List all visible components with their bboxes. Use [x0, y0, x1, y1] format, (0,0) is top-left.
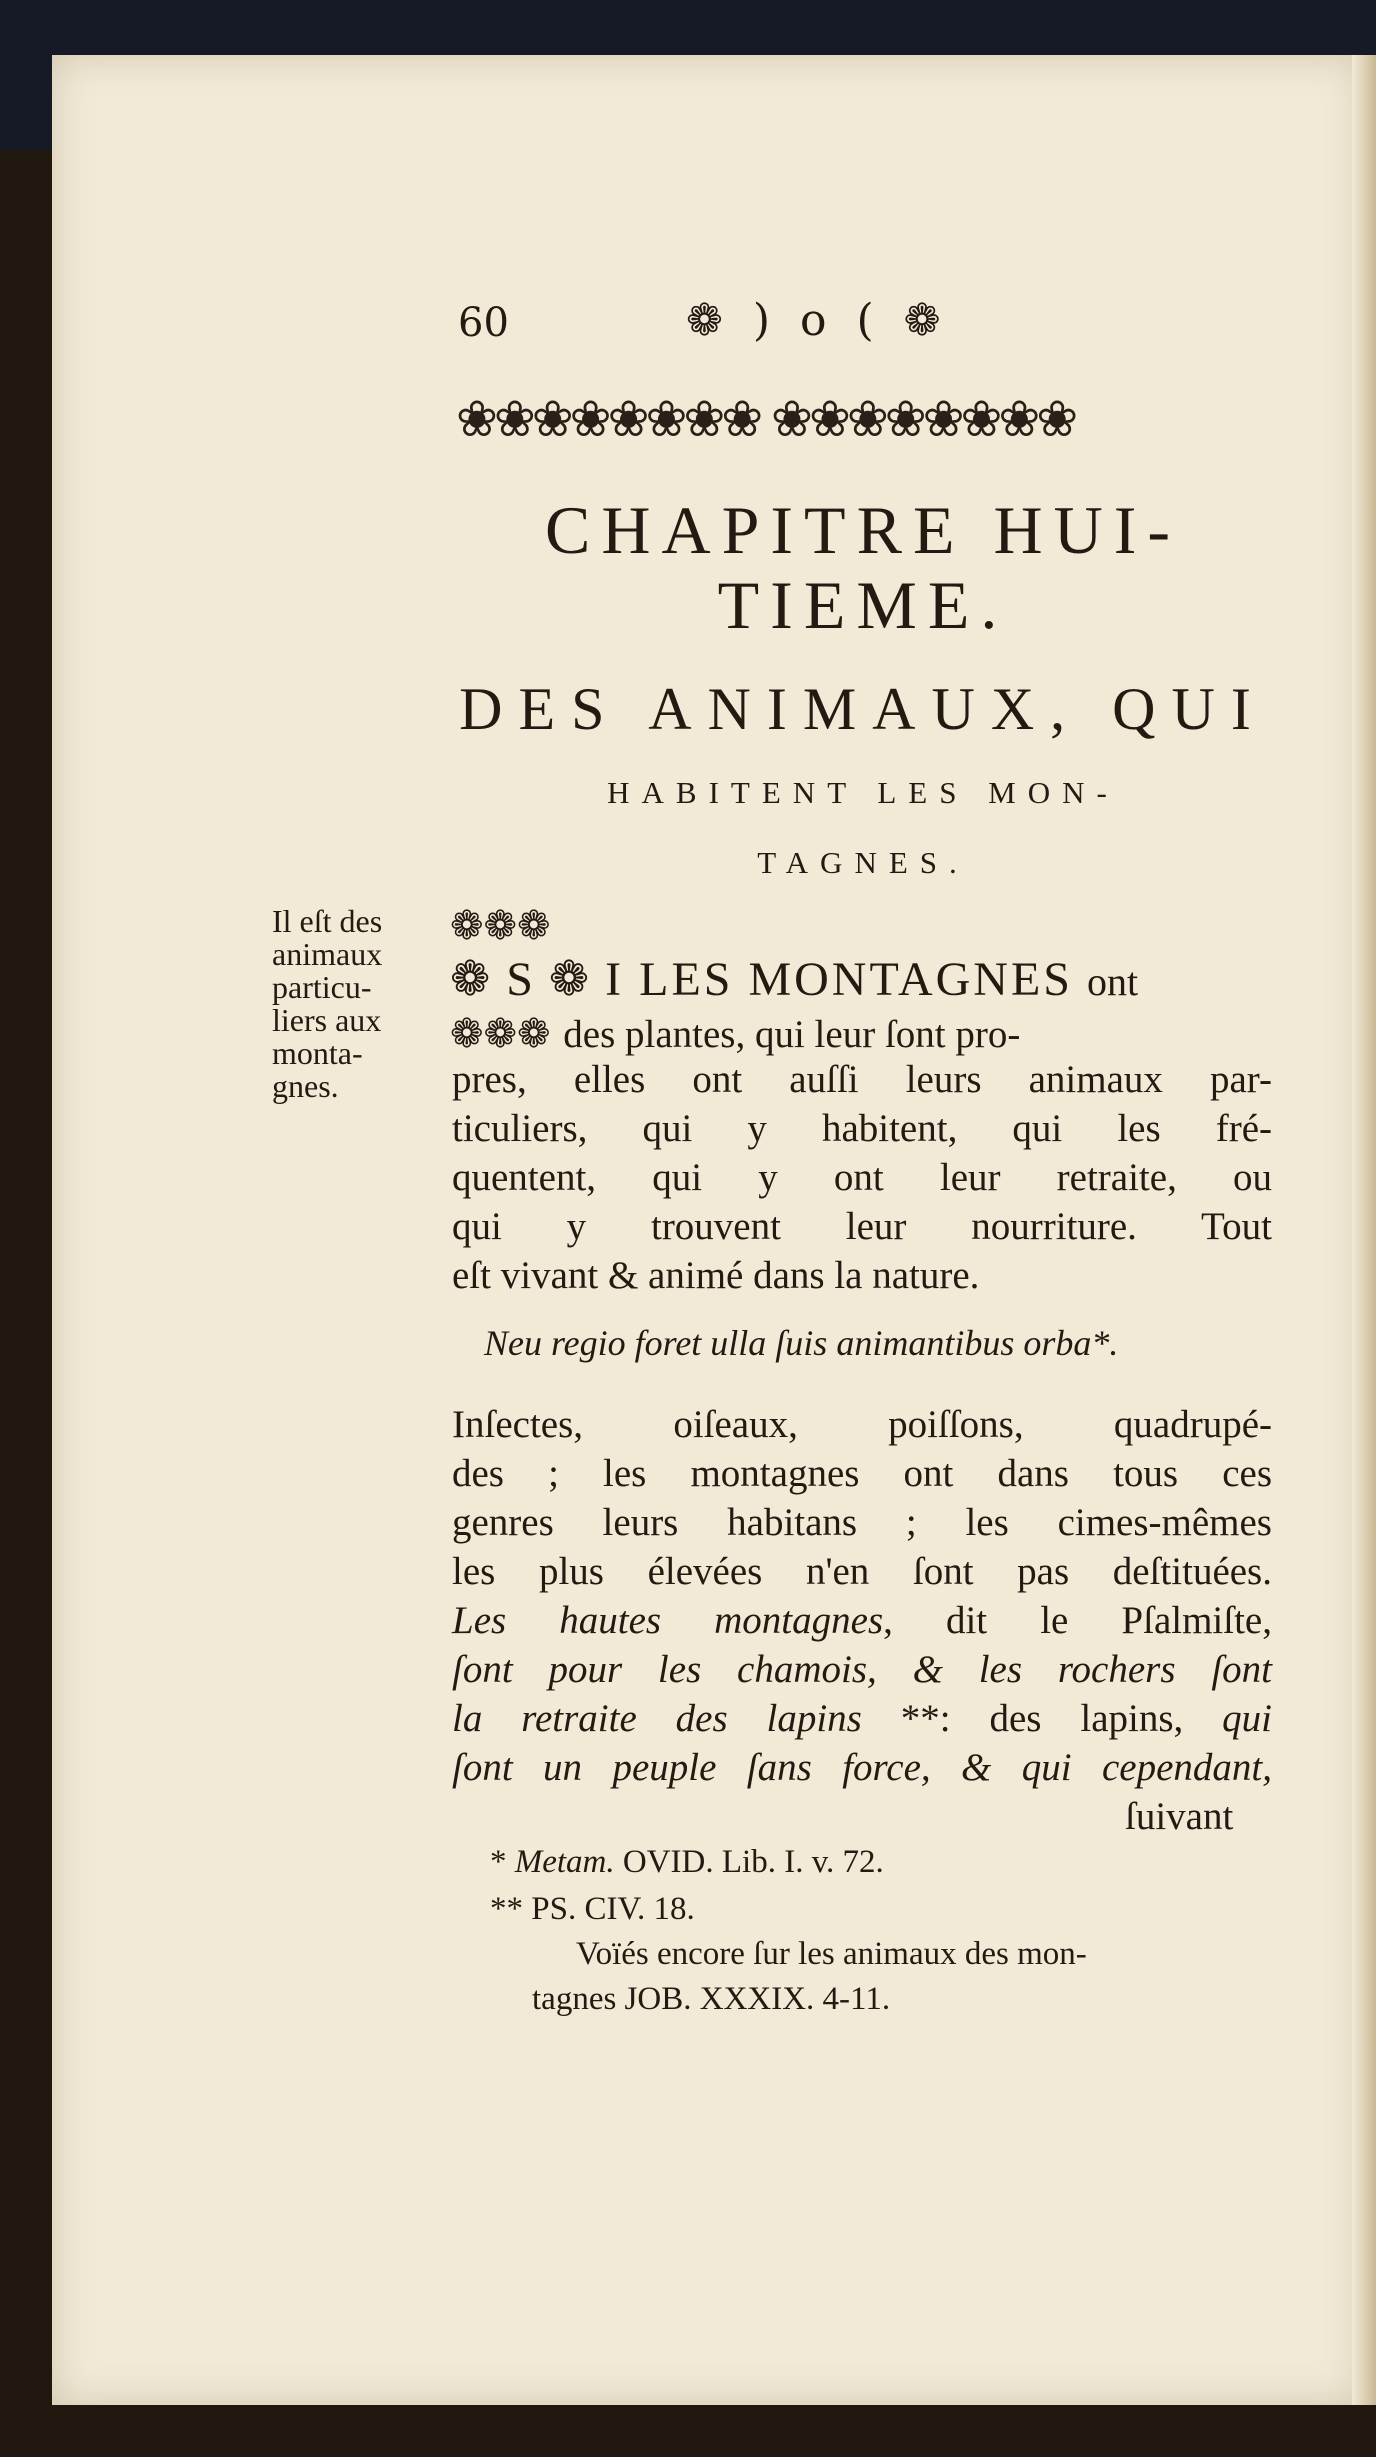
marginal-note-line: liers aux — [272, 1002, 382, 1038]
text-line: ticuliers, qui y habitent, qui les fré- — [452, 1107, 1272, 1150]
opening-capitals: I LES MONTAGNES — [605, 953, 1073, 1006]
headpiece-ornament-band: ❀❀❀❀❀❀❀❀ ❀❀❀❀❀❀❀❀ — [456, 390, 1075, 448]
latin-quote: Neu regio foret ulla ſuis animantibus orba*. — [484, 1323, 1119, 1363]
text-line: Inſectes, oiſeaux, poiſſons, quadrupé- — [452, 1403, 1272, 1446]
marginal-note-line: animaux — [272, 936, 383, 972]
drop-cap-ornament: ❁❁❁ — [450, 1011, 551, 1057]
text-line: ſont un peuple ſans force, & qui cependant, — [452, 1746, 1272, 1789]
text-line: ſont pour les chamois, & les rochers ſont — [452, 1648, 1272, 1691]
footnote-2: ** PS. CIV. 18. — [490, 1891, 695, 1927]
drop-cap-letter: ❁ S ❁ — [450, 953, 592, 1006]
italic-phrase: Les hautes montagnes — [452, 1599, 884, 1642]
text-line — [452, 1694, 1272, 1743]
page-number: 60 — [458, 300, 509, 346]
marginal-note-line: Il eſt des — [272, 903, 383, 939]
text-line: pres, elles ont auſſi leurs animaux par- — [452, 1058, 1272, 1101]
text-line: des ; les montagnes ont dans tous ces — [452, 1452, 1272, 1495]
footnote-work: Metam. — [514, 1844, 615, 1880]
marginal-note-line: particu- — [272, 969, 372, 1005]
marginal-note-line: monta- — [272, 1035, 363, 1071]
footnote-1 — [490, 1840, 884, 1884]
footnote-mark: * — [490, 1844, 507, 1880]
subtitle-line-2: HABITENT LES MON- — [607, 775, 1119, 810]
marginal-note-line: gnes. — [272, 1068, 339, 1104]
drop-cap-ornament-bottom — [450, 1010, 1020, 1059]
chapter-title-line-1: CHAPITRE HUI- — [545, 492, 1181, 568]
text-line: quentent, qui y ont leur retraite, ou — [452, 1156, 1272, 1199]
text-line: des plantes, qui leur ſont pro- — [563, 1013, 1021, 1056]
running-head-ornament: ❁ ) o ( ❁ — [686, 295, 949, 346]
italic-phrase: qui — [1222, 1697, 1273, 1740]
subtitle-line-1: DES ANIMAUX, QUI — [459, 676, 1267, 742]
roman-phrase: , dit le Pſalmiſte, — [883, 1599, 1272, 1642]
text-line — [452, 1596, 1272, 1645]
text-line: eſt vivant & animé dans la nature. — [452, 1254, 980, 1297]
chapter-title-line-2: TIEME. — [717, 567, 1009, 643]
text-line: qui y trouvent leur nourriture. Tout — [452, 1205, 1272, 1248]
page-edge — [1352, 55, 1376, 2405]
text-line: genres leurs habitans ; les cimes-mêmes — [452, 1501, 1272, 1544]
opening-line — [450, 955, 1138, 1007]
opening-tail: ont — [1086, 959, 1139, 1004]
roman-phrase: **: des lapins, — [900, 1697, 1184, 1740]
footnote-3-line-1: Voïés encore ſur les animaux des mon- — [576, 1936, 1087, 1972]
footnote-3-line-2: tagnes JOB. XXXIX. 4-11. — [532, 1981, 891, 2017]
marginal-note — [272, 905, 442, 1103]
catchword: ſuivant — [1125, 1795, 1234, 1838]
subtitle-line-3: TAGNES. — [757, 845, 969, 880]
text-line: les plus élevées n'en ſont pas deſtituées. — [452, 1550, 1272, 1593]
footnote-ref: OVID. Lib. I. v. 72. — [622, 1844, 884, 1880]
drop-cap-ornament-top: ❁❁❁ — [450, 903, 551, 949]
italic-phrase: la retraite des lapins — [452, 1697, 862, 1740]
